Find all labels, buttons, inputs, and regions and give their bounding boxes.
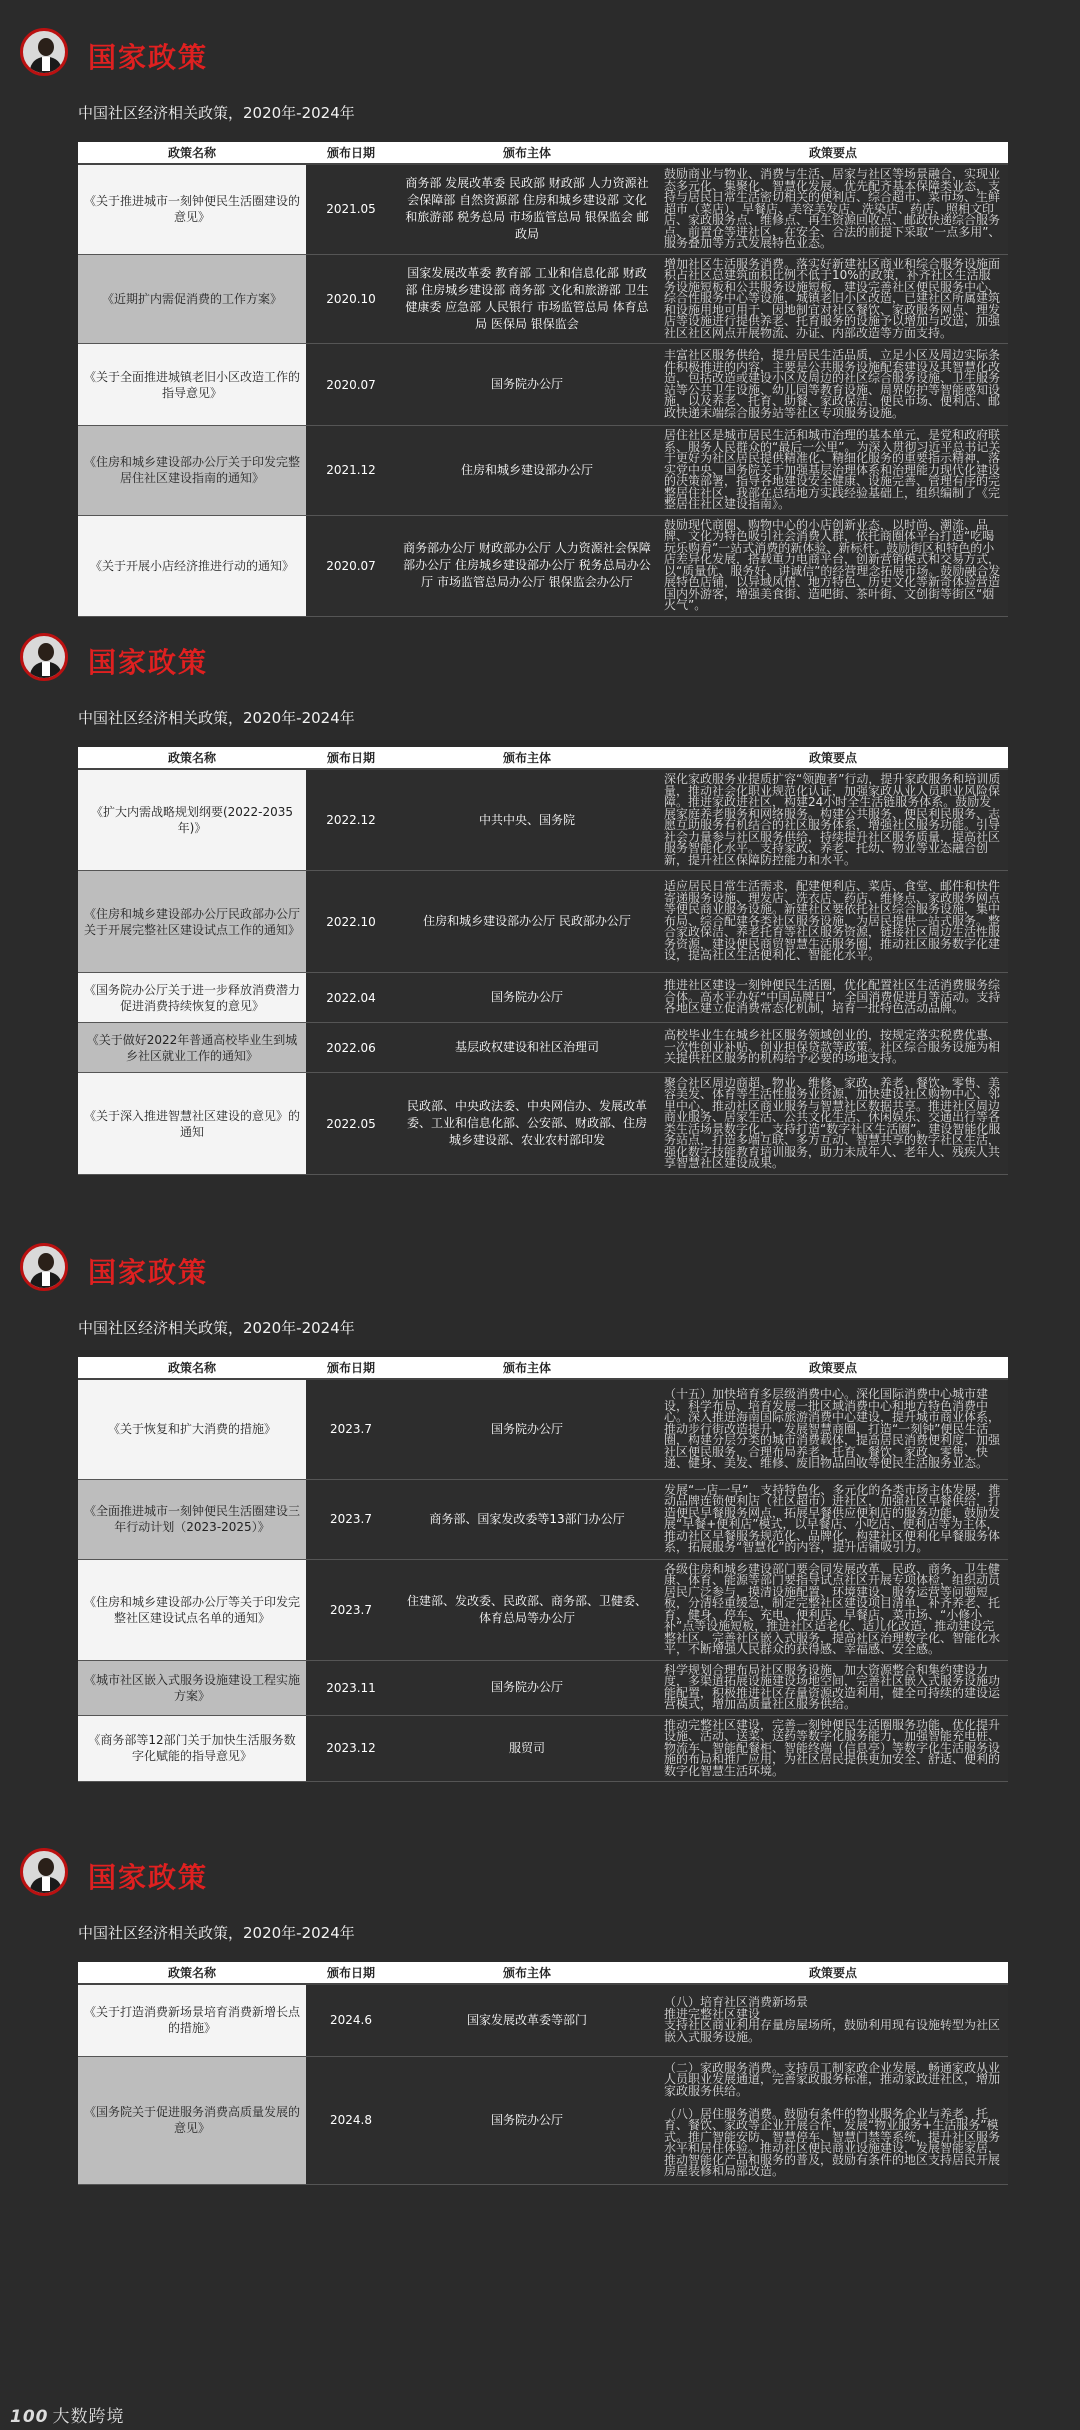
policy-date: 2022.04 — [306, 973, 396, 1023]
slide-title: 国家政策 — [88, 41, 209, 74]
table-row — [78, 1715, 1008, 1782]
policy-points: 推进社区建设一刻钟便民生活圈，优化配置社区生活消费服务综合体。高水平办好“中国品牌日”，全国消费促进月等活动。支持各地区建立促消费常态化机制，培育一批特色活动品牌。 — [658, 973, 1008, 1023]
avatar — [20, 633, 68, 681]
table-row — [78, 254, 1008, 344]
policy-name: 《国务院办公厅关于进一步释放消费潜力促进消费持续恢复的意见》 — [78, 973, 306, 1023]
policy-issuer: 国务院办公厅 — [396, 1379, 658, 1479]
logo-text: 大数跨境 — [52, 2407, 125, 2427]
header-issuer: 颁布主体 — [396, 1962, 658, 1984]
policy-issuer: 国务院办公厅 — [396, 973, 658, 1023]
header-key-points: 政策要点 — [658, 142, 1008, 164]
slide-title: 国家政策 — [88, 1256, 209, 1289]
table-row — [78, 164, 1008, 254]
header-policy-name: 政策名称 — [78, 142, 306, 164]
policy-table — [78, 142, 1008, 617]
policy-slide-1 — [0, 20, 1080, 612]
policy-date: 2023.7 — [306, 1479, 396, 1559]
policy-date: 2023.12 — [306, 1715, 396, 1782]
policy-slide-3 — [0, 1235, 1080, 1778]
policy-slide-4 — [0, 1840, 1080, 2178]
policy-table — [78, 1962, 1008, 2185]
table-row — [78, 2056, 1008, 2184]
policy-name: 《国务院关于促进服务消费高质量发展的意见》 — [78, 2056, 306, 2184]
table-row — [78, 1479, 1008, 1559]
policy-points: 增加社区生活服务消费。落实好新建社区商业和综合服务设施面积占社区总建筑面积比例不低于10%的政策，补齐社区生活服务设施短板和公共服务设施短板，建设完善社区便民服务中心、综合性服务中心等设施，城镇老旧小区改造，已建社区所属建筑和设施用地可用于，因地制宜对社区餐饮、家政服务网点、理发店等设施进行提供养老、托育服务的设施予以增加与改造，加强社区社区网点开展物流、办证、内部改造等方面支持。 — [658, 254, 1008, 344]
policy-issuer: 中共中央、国务院 — [396, 769, 658, 871]
policy-name: 《关于推进城市一刻钟便民生活圈建设的意见》 — [78, 164, 306, 254]
policy-points: （二）家政服务消费。支持员工制家政企业发展，畅通家政从业人员职业发展通道，完善家政服务标准，推动家政进社区，增加家政服务供给。 （八）居住服务消费。鼓励有条件的物业服务企业与养老、托育、餐饮、家政等企业开展合作，发展“物业服务+生活服务”模式。推广智能安防、智慧停车、智慧门禁等系统，提升社区服务水平和居住体验。推动社区便民商业设施建设，发展智能家居，推动智能化产品和服务的普及，鼓励有条件的地区支持居民开展房屋装修和局部改造。 — [658, 2056, 1008, 2184]
policy-date: 2020.07 — [306, 515, 396, 616]
table-row — [78, 769, 1008, 871]
slide-subtitle: 中国社区经济相关政策，2020年-2024年 — [78, 104, 355, 122]
policy-name: 《扩大内需战略规划纲要(2022-2035年)》 — [78, 769, 306, 871]
policy-points: 深化家政服务业提质扩容“领跑者”行动，提升家政服务和培训质量，推动社会化职业规范化认证，加强家政从业人员职业风险保障。推进家政进社区，构建24小时全生活链服务体系。鼓励发展家庭养老服务和网络服务。构建公共服务、便民利民服务、志愿互助服务有机结合的社区服务体系，增强社区服务功能。引导社会力量参与社区服务供给，持续提升社区服务质量，提高社区服务智能化水平。支持家政、养老、托幼、物业等业态融合创新，提升社区保障防控能力和水平。 — [658, 769, 1008, 871]
slide-subtitle: 中国社区经济相关政策，2020年-2024年 — [78, 1319, 355, 1337]
policy-date: 2022.12 — [306, 769, 396, 871]
policy-name: 《住房和城乡建设部办公厅等关于印发完整社区建设试点名单的通知》 — [78, 1559, 306, 1660]
header-date: 颁布日期 — [306, 142, 396, 164]
policy-issuer: 国家发展改革委 教育部 工业和信息化部 财政部 住房城乡建设部 商务部 文化和旅游部 卫生健康委 应急部 人民银行 市场监管总局 体育总局 医保局 银保监会 — [396, 254, 658, 344]
slide-header — [0, 1235, 1080, 1295]
policy-date: 2022.05 — [306, 1073, 396, 1175]
header-policy-name: 政策名称 — [78, 1962, 306, 1984]
policy-issuer: 基层政权建设和社区治理司 — [396, 1023, 658, 1073]
slide-header — [0, 20, 1080, 80]
policy-issuer: 住建部、发改委、民政部、商务部、卫健委、体育总局等办公厅 — [396, 1559, 658, 1660]
table-row — [78, 1984, 1008, 2056]
table-row — [78, 871, 1008, 973]
table-row — [78, 1379, 1008, 1479]
policy-name: 《商务部等12部门关于加快生活服务数字化赋能的指导意见》 — [78, 1715, 306, 1782]
header-date: 颁布日期 — [306, 747, 396, 769]
policy-points: 高校毕业生在城乡社区服务领域创业的，按规定落实税费优惠、一次性创业补贴、创业担保贷款等政策。社区综合服务设施为相关提供社区服务的机构给予必要的场地支持。 — [658, 1023, 1008, 1073]
policy-name: 《全面推进城市一刻钟便民生活圈建设三年行动计划（2023-2025）》 — [78, 1479, 306, 1559]
policy-date: 2022.06 — [306, 1023, 396, 1073]
table-row — [78, 426, 1008, 516]
policy-points: 鼓励商业与物业、消费与生活、居家与社区等场景融合，实现业态多元化、集聚化、智慧化发展。优先配齐基本保障类业态，支持与居民日常生活密切相关的便利店、综合超市、菜市场、生鲜超市（菜店）、早餐店、美容美发店、洗染店、药店、照相文印店、家政服务点、维修点、再生资源回收点、邮政快递综合服务点、前置仓等进社区，在安全、合法的前提下采取“一点多用”、服务叠加等方式发展特色业态。 — [658, 164, 1008, 254]
policy-issuer: 住房和城乡建设部办公厅 — [396, 426, 658, 516]
policy-issuer: 商务部 发展改革委 民政部 财政部 人力资源社会保障部 自然资源部 住房和城乡建设部 文化和旅游部 税务总局 市场监管总局 银保监会 邮政局 — [396, 164, 658, 254]
header-key-points: 政策要点 — [658, 1962, 1008, 1984]
policy-issuer: 国务院办公厅 — [396, 2056, 658, 2184]
policy-date: 2023.7 — [306, 1559, 396, 1660]
avatar — [20, 1243, 68, 1291]
avatar — [20, 28, 68, 76]
policy-name: 《关于开展小店经济推进行动的通知》 — [78, 515, 306, 616]
slide-title: 国家政策 — [88, 1861, 209, 1894]
policy-points: 各级住房和城乡建设部门要会同发展改革、民政、商务、卫生健康、体育、能源等部门要指导试点社区开展专项体检，组织动员居民广泛参与，摸清设施配置、环境建设、服务运营等问题短板，分清轻重缓急，制定完整社区建设项目清单，补齐养老、托育、健身、停车、充电、便利店、早餐店、菜市场、“小修小补”点等设施短板，推进社区适老化、适儿化改造，推动建设完整社区，完善社区嵌入式服务，提高社区治理数字化、智能化水平，不断增强人民群众的获得感、幸福感、安全感。 — [658, 1559, 1008, 1660]
header-date: 颁布日期 — [306, 1357, 396, 1379]
policy-issuer: 住房和城乡建设部办公厅 民政部办公厅 — [396, 871, 658, 973]
policy-name: 《近期扩内需促消费的工作方案》 — [78, 254, 306, 344]
table-row — [78, 1559, 1008, 1660]
policy-points: 居住社区是城市居民生活和城市治理的基本单元，是党和政府联系、服务人民群众的“最后一公里”。为深入贯彻习近平总书记关于更好为社区居民提供精准化、精细化服务的重要指示精神，落实党中央、国务院关于加强基层治理体系和治理能力现代化建设的决策部署，指导各地建设安全健康、设施完善、管理有序的完整居住社区，我部在总结地方实践经验基础上，组织编制了《完整居住社区建设指南》。 — [658, 426, 1008, 516]
policy-points: 推动完整社区建设，完善一刻钟便民生活圈服务功能，优化提升设施、活动、送菜、送药等数字化服务能力，加强智能充电桩、物流车、智能配餐柜、智能终端（信息亭）等数字化生活服务设施的布局和推广应用，为社区居民提供更加安全、舒适、便利的数字化智慧生活环境。 — [658, 1715, 1008, 1782]
policy-points: 鼓励现代商圈、购物中心的小店创新业态，以时尚、潮流、品牌、文化为特色吸引社会消费人群，依托商圈体平台打造“吃喝玩乐购看”一站式消费的新体验、新标杆。鼓励街区和特色的小店差异化发展，搭载重力电商平台，创新营销模式和交易方式，以“质量优、服务好、讲诚信”的经营理念拓展市场。鼓励融合发展特色店铺，以异域风情、地方特色、历史文化等新奇体验营造国内外游客，增强美食街、造吧街、茶叶街、文创街等街区“烟火气”。 — [658, 515, 1008, 616]
policy-table — [78, 1357, 1008, 1782]
policy-slide-2 — [0, 625, 1080, 1170]
policy-points: （十五）加快培育多层级消费中心。深化国际消费中心城市建设，科学布局、培育发展一批区域消费中心和地方特色消费中心。深入推进海南国际旅游消费中心建设，提升城市商业体系，推动步行街改造提升，发展智慧商圈，打造“一刻钟”便民生活圈，构建分层分类的城市消费载体，提高居民消费便利度，加强社区便民服务，合理布局养老、托育、餐饮、家政、零售、快递、健身、美发、维修、废旧物品回收等便民生活服务业态。 — [658, 1379, 1008, 1479]
policy-name: 《住房和城乡建设部办公厅关于印发完整居住社区建设指南的通知》 — [78, 426, 306, 516]
slide-header — [0, 625, 1080, 685]
policy-issuer: 国务院办公厅 — [396, 1660, 658, 1715]
policy-issuer: 国家发展改革委等部门 — [396, 1984, 658, 2056]
policy-points: 适应居民日常生活需求，配建便利店、菜店、食堂、邮件和快件寄递服务设施、理发店、洗衣店、药店、维修点、家政服务网点等便民商业服务设施。新建社区要依托社区综合服务设施，集中布局、综合配建各类社区服务设施，为居民提供一站式服务。整合家政保洁、养老托育等社区服务资源，链接社区周边生活性服务资源，建设便民商贸智慧生活服务圈，推动社区服务数字化建设，提高社区生活便利化、智能化水平。 — [658, 871, 1008, 973]
header-policy-name: 政策名称 — [78, 747, 306, 769]
slide-subtitle: 中国社区经济相关政策，2020年-2024年 — [78, 709, 355, 727]
header-issuer: 颁布主体 — [396, 747, 658, 769]
policy-date: 2020.10 — [306, 254, 396, 344]
policy-date: 2021.05 — [306, 164, 396, 254]
policy-date: 2024.8 — [306, 2056, 396, 2184]
table-row — [78, 515, 1008, 616]
policy-date: 2023.11 — [306, 1660, 396, 1715]
policy-name: 《城市社区嵌入式服务设施建设工程实施方案》 — [78, 1660, 306, 1715]
header-key-points: 政策要点 — [658, 747, 1008, 769]
brand-logo — [10, 2402, 125, 2427]
policy-points: 丰富社区服务供给，提升居民生活品质，立足小区及周边实际条件积极推进的内容，主要是公共服务设施配套建设及其智慧化改造，包括改造或建设小区及周边的社区综合服务设施、卫生服务站等公共卫生设施、幼儿园等教育设施、周界防护等智能感知设施，以及养老、托育、助餐、家政保洁、便民市场、便利店、邮政快递末端综合服务站等社区专项服务设施。 — [658, 344, 1008, 426]
policy-date: 2021.12 — [306, 426, 396, 516]
policy-issuer: 商务部、国家发改委等13部门办公厅 — [396, 1479, 658, 1559]
policy-date: 2022.10 — [306, 871, 396, 973]
policy-issuer: 国务院办公厅 — [396, 344, 658, 426]
policy-name: 《关于做好2022年普通高校毕业生到城乡社区就业工作的通知》 — [78, 1023, 306, 1073]
table-row — [78, 1660, 1008, 1715]
slide-header — [0, 1840, 1080, 1900]
slide-title: 国家政策 — [88, 646, 209, 679]
header-issuer: 颁布主体 — [396, 1357, 658, 1379]
policy-points: 发展“一店一早”，支持特色化、多元化的各类市场主体发展，推动品牌连锁便利店（社区超市）进社区，加强社区早餐供给，打造便民早餐服务网点，拓展早餐供应便利店的服务功能，鼓励发展“早餐+便利店”模式，以早餐店、小吃店、便利店等为主体，推动社区早餐服务规范化、品牌化，构建社区便利化早餐服务体系，拓展服务“智慧化”的内容，提升店铺吸引力。 — [658, 1479, 1008, 1559]
policy-table — [78, 747, 1008, 1175]
policy-date: 2024.6 — [306, 1984, 396, 2056]
policy-issuer: 服贸司 — [396, 1715, 658, 1782]
policy-points: 聚合社区周边商超、物业、维修、家政、养老、餐饮、零售、美容美发、体育等生活性服务业资源，加快建设社区购物中心、邻里中心，推动社区商业服务与智慧社区数据共享。推进社区周边商业服务、居家生活、公共文化生活、休闲娱乐、交通出行等各类生活场景数字化，支持打造“数字社区生活圈”。建设智能化服务站点，打造多端互联、多方互动、智慧共享的数字社区生活，强化数字技能教育培训服务，助力未成年人、老年人、残疾人共享智慧社区建设成果。 — [658, 1073, 1008, 1175]
policy-name: 《关于打造消费新场景培育消费新增长点的措施》 — [78, 1984, 306, 2056]
table-row — [78, 1023, 1008, 1073]
table-row — [78, 1073, 1008, 1175]
policy-date: 2020.07 — [306, 344, 396, 426]
policy-name: 《关于全面推进城镇老旧小区改造工作的指导意见》 — [78, 344, 306, 426]
policy-issuer: 商务部办公厅 财政部办公厅 人力资源社会保障部办公厅 住房城乡建设部办公厅 税务总局办公厅 市场监管总局办公厅 银保监会办公厅 — [396, 515, 658, 616]
slide-subtitle: 中国社区经济相关政策，2020年-2024年 — [78, 1924, 355, 1942]
logo-mark: 100 — [10, 2407, 49, 2427]
header-issuer: 颁布主体 — [396, 142, 658, 164]
policy-name: 《关于深入推进智慧社区建设的意见》的通知 — [78, 1073, 306, 1175]
header-key-points: 政策要点 — [658, 1357, 1008, 1379]
policy-points: 科学规划合理布局社区服务设施，加大资源整合和集约建设力度，多渠道拓展设施建设场地空间，完善社区嵌入式服务设施功能配置，积极推进社区存量资源改造利用，健全可持续的建设运营模式，增加高质量社区服务供给。 — [658, 1660, 1008, 1715]
policy-name: 《关于恢复和扩大消费的措施》 — [78, 1379, 306, 1479]
policy-issuer: 民政部、中央政法委、中央网信办、发展改革委、工业和信息化部、公安部、财政部、住房城乡建设部、农业农村部印发 — [396, 1073, 658, 1175]
header-policy-name: 政策名称 — [78, 1357, 306, 1379]
policy-name: 《住房和城乡建设部办公厅民政部办公厅关于开展完整社区建设试点工作的通知》 — [78, 871, 306, 973]
avatar — [20, 1848, 68, 1896]
table-row — [78, 344, 1008, 426]
table-row — [78, 973, 1008, 1023]
policy-date: 2023.7 — [306, 1379, 396, 1479]
policy-points: （八）培育社区消费新场景 推进完整社区建设 支持社区商业利用存量房屋场所，鼓励利用现有设施转型为社区嵌入式服务设施。 — [658, 1984, 1008, 2056]
header-date: 颁布日期 — [306, 1962, 396, 1984]
